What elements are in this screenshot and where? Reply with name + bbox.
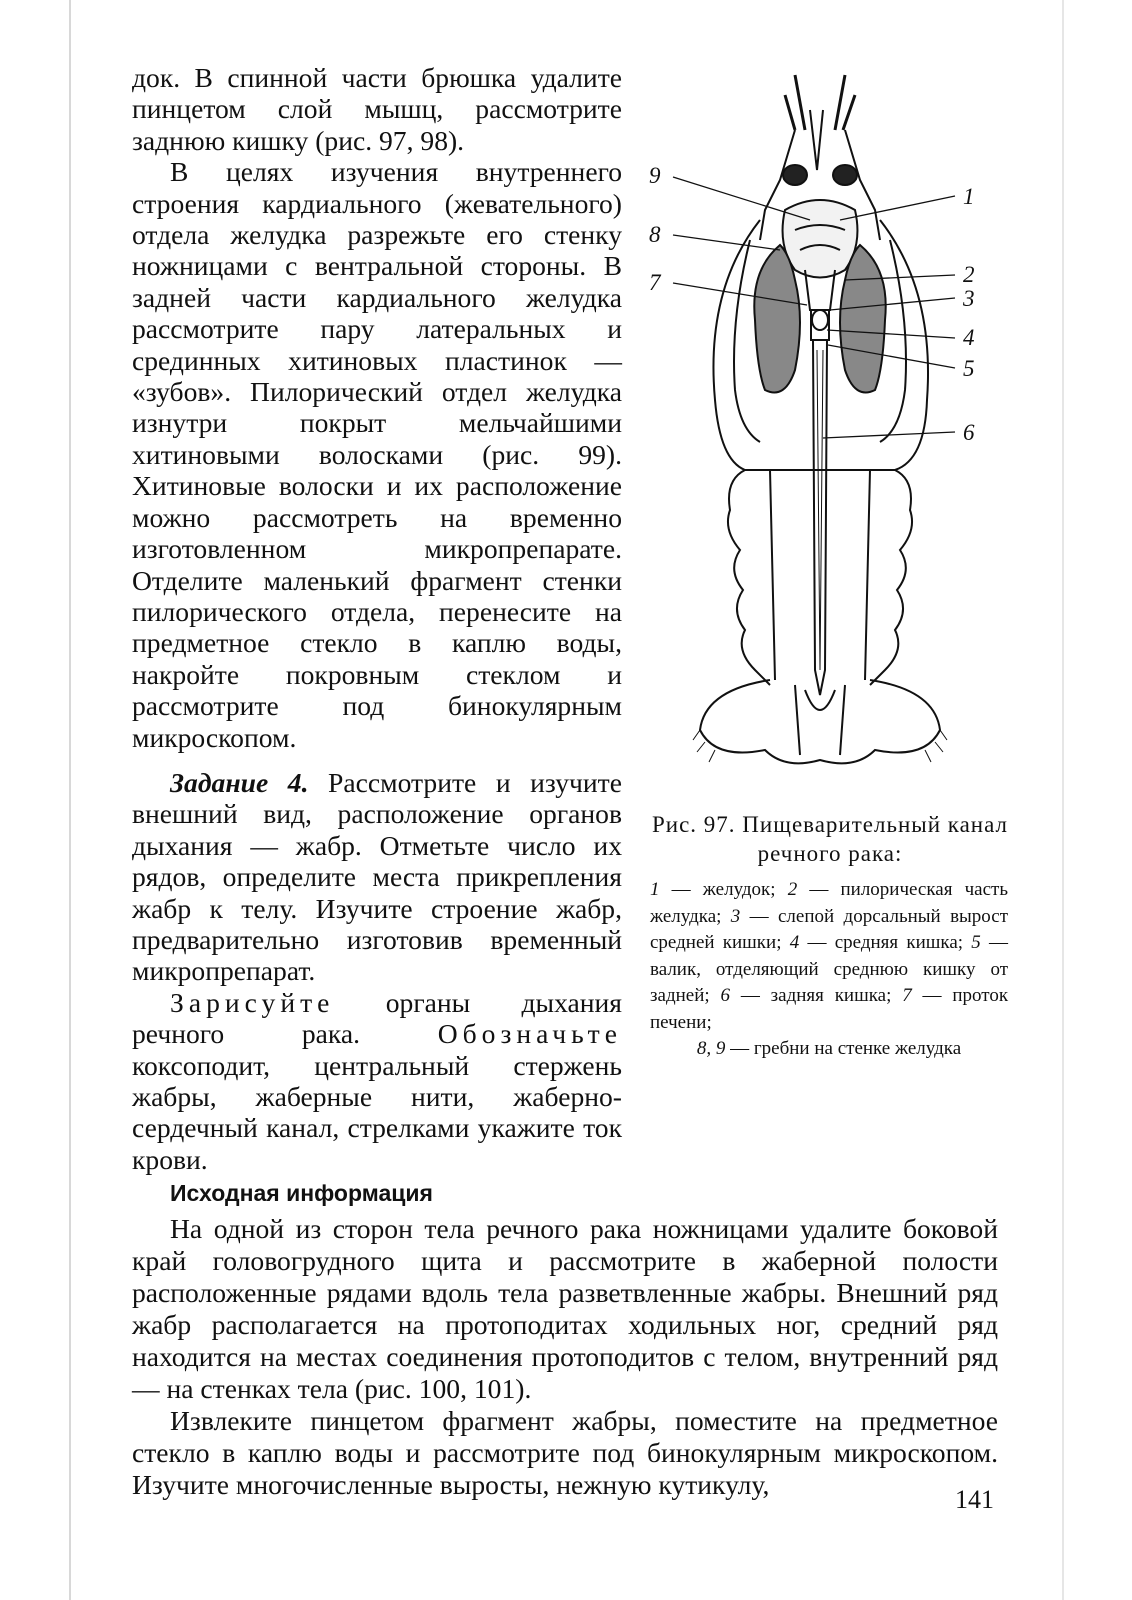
legend-num-6: 6 bbox=[720, 985, 730, 1006]
legend-text-2: — пилорическая часть желудка; bbox=[650, 879, 1009, 927]
legend-num-1: 1 bbox=[650, 879, 660, 900]
figure-label-7: 7 bbox=[649, 270, 661, 295]
page-edge-left bbox=[69, 0, 71, 1600]
legend-text-4: — средняя кишка; bbox=[807, 932, 964, 953]
left-text-column bbox=[132, 62, 622, 1175]
task-label: Задание 4. bbox=[170, 766, 309, 798]
mark-word: Обозначьте bbox=[437, 1018, 622, 1050]
paragraph-task-4 bbox=[132, 767, 622, 987]
legend-text-7: — проток печени; bbox=[650, 985, 1009, 1033]
legend-text-3: — слепой дорсальный вырост средней кишки; bbox=[650, 905, 1009, 953]
legend-num-8-9: 8, 9 bbox=[696, 1038, 726, 1059]
figure-label-8: 8 bbox=[649, 222, 661, 247]
figure-label-4: 4 bbox=[963, 325, 975, 350]
figure-label-3: 3 bbox=[963, 286, 975, 311]
full-width-section bbox=[132, 1177, 998, 1501]
legend-text-8-9: — гребни на стенке желудка bbox=[730, 1038, 962, 1059]
legend-text-5: — валик, отделяющий среднюю кишку от задней; bbox=[650, 932, 1009, 1006]
task-4-text: Рассмотрите и изучите внешний вид, расположение органов дыхания — жабр. Отметьте число их рядов, определите места прикрепления жабр к телу. Изучите строение жабр, предварительно изготовив временный микропрепарат. bbox=[132, 766, 622, 987]
figure-label-9: 9 bbox=[649, 163, 661, 188]
section-heading: Исходная информация bbox=[170, 1180, 433, 1206]
page-number: 141 bbox=[955, 1485, 994, 1514]
figure-label-5: 5 bbox=[963, 356, 975, 381]
figure-label-6: 6 bbox=[963, 420, 975, 445]
legend-num-2: 2 bbox=[787, 879, 798, 900]
paragraph-gill-fragment: Извлеките пинцетом фрагмент жабры, поместите на предметное стекло в каплю воды и рассмотрите под бинокулярным микроскопом. Изучите многочисленные выросты, нежную кутикулу, bbox=[132, 1405, 998, 1500]
figure-label-1: 1 bbox=[963, 184, 975, 209]
crayfish-digestive-figure bbox=[645, 70, 1015, 790]
legend-num-3: 3 bbox=[730, 905, 741, 927]
legend-num-4: 4 bbox=[789, 932, 800, 953]
paragraph-gills: На одной из сторон тела речного рака ножницами удалите боковой край головогрудного щита и рассмотрите в жаберной полости расположенные рядами вдоль тела разветвленные жабры. Внешний ряд жабр располагается на протоподитах ходильных ног, средний ряд находится на местах соединения протоподитов с телом, внутренний ряд — на стенках тела (рис. 100, 101). bbox=[132, 1213, 998, 1404]
legend-num-5: 5 bbox=[971, 932, 981, 953]
figure-caption-title: Рис. 97. Пищеварительный канал речного рака: bbox=[652, 812, 1008, 866]
figure-label-2: 2 bbox=[963, 262, 975, 287]
mark-text: коксоподит, центральный стержень жабры, жаберные нити, жаберно-сердечный канал, стрелками укажите ток крови. bbox=[132, 1049, 622, 1175]
paragraph-draw bbox=[132, 987, 622, 1175]
page-edge-right bbox=[1062, 0, 1064, 1600]
paragraph-continued: док. В спинной части брюшка удалите пинцетом слой мышц, рассмотрите заднюю кишку (рис. 97, 98). bbox=[132, 62, 622, 156]
legend-num-7: 7 bbox=[902, 985, 912, 1006]
legend-text-1: — желудок; bbox=[671, 879, 776, 900]
figure-legend bbox=[650, 877, 1008, 1063]
paragraph-stomach-study: В целях изучения внутреннего строения кардиального (жевательного) отдела желудка разрежьте его стенку ножницами с вентральной стороны. В задней части кардиального желудка рассмотрите пару латеральных и срединных хитиновых пластинок — «зубов». Пилорический отдел желудка изнутри покрыт мельчайшими хитиновыми волосками (рис. 99). Хитиновые волоски и их расположение можно рассмотреть на временно изготовленном микропрепарате. Отделите маленький фрагмент стенки пилорического отдела, перенесите на предметное стекло в каплю воды, накройте покровным стеклом и рассмотрите под бинокулярным микроскопом. bbox=[132, 156, 622, 753]
draw-word: Зарисуйте bbox=[170, 986, 335, 1018]
draw-text: органы дыхания речного рака. bbox=[132, 986, 622, 1050]
legend-text-6: — задняя кишка; bbox=[740, 985, 892, 1006]
